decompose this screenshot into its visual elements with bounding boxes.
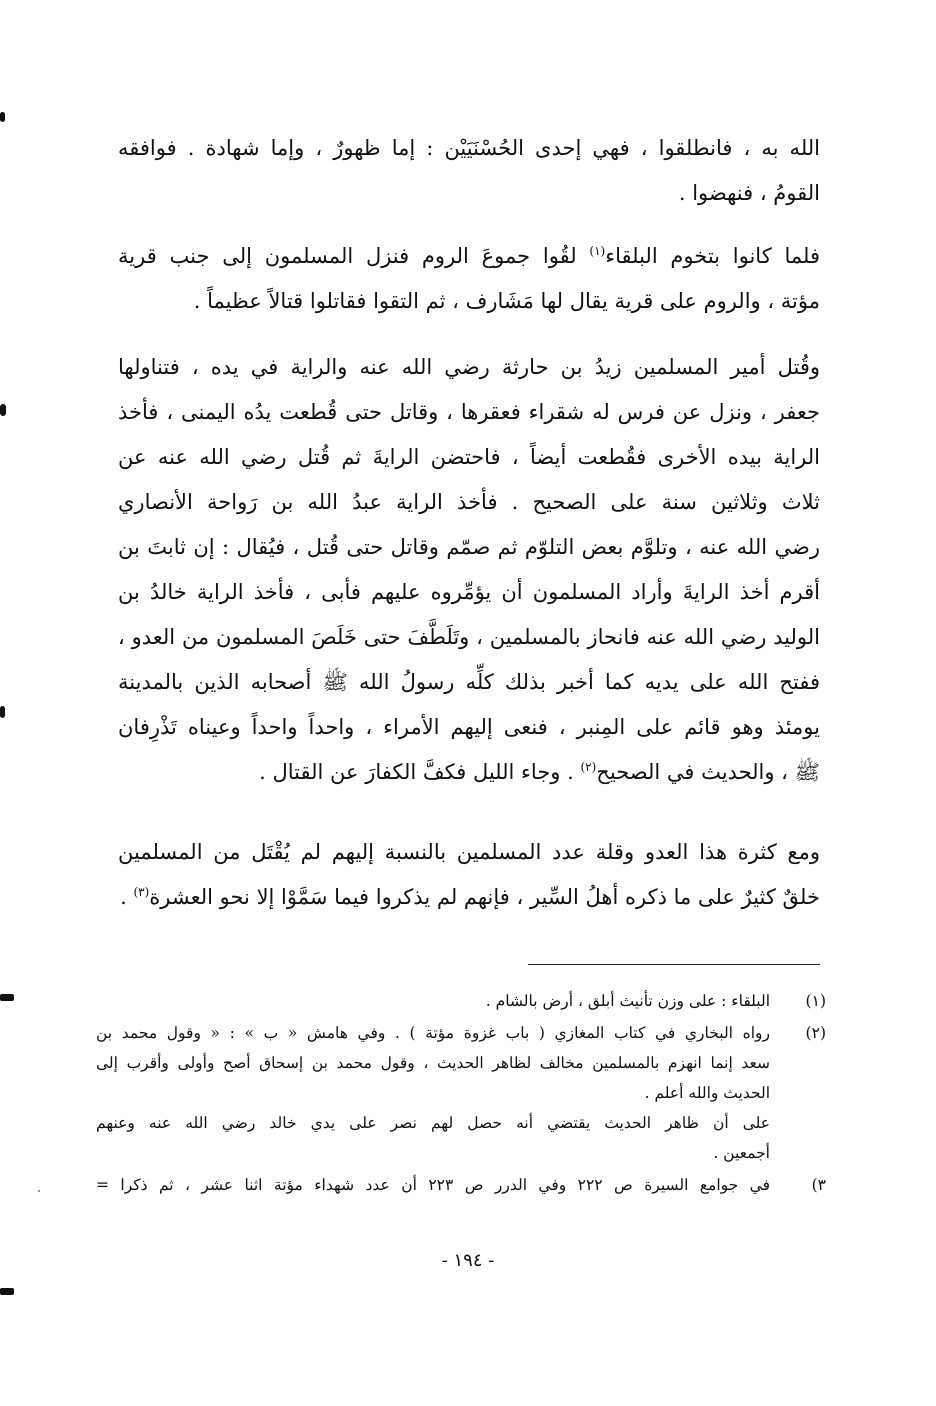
- text-line: ومع كثرة هذا العدو وقلة عدد المسلمين بالنسبة إليهم لم يُقْتَل من المسلمين: [118, 840, 820, 864]
- text-line: رضي الله عنه ، وتلوَّم بعض التلوّم ثم صمّم وقاتل حتى قُتل ، فيُقال : إن ثابتَ بن: [118, 535, 820, 559]
- paragraph-3: [118, 345, 820, 795]
- text-segment: . وجاء الليل فكفَّ الكفارَ عن القتال .: [259, 760, 581, 784]
- footnote-1: [96, 986, 826, 1016]
- footnote-separator: [528, 964, 820, 965]
- text-line: [118, 875, 820, 920]
- text-line: الراية بيده الأخرى فقُطعت أيضاً ، فاحتضن الرايةَ ثم قُتل رضي الله عنه عن: [118, 445, 820, 469]
- text-line: [118, 750, 820, 795]
- footnote-ref-2: (٢): [580, 760, 597, 774]
- footnote-line: رواه البخاري في كتاب المغازي ( باب غزوة مؤتة ) . وفي هامش « ب » : « وقول محمد بن: [96, 1024, 770, 1042]
- text-line: ففتح الله على يديه كما أخبر بذلك كلِّه رسولُ الله ﷺ أصحابه الذين بالمدينة: [118, 670, 820, 694]
- paragraph-1: [118, 126, 820, 216]
- scan-speck: [38, 1190, 40, 1192]
- footnote-line: سعد إنما انهزم بالمسلمين مخالف لظاهر الحديث ، وقول محمد بن إسحاق أصح وأولى وأقرب إلى: [96, 1054, 770, 1072]
- text-line: القومُ ، فنهضوا .: [678, 181, 820, 205]
- footnote-line: أجمعين .: [713, 1144, 770, 1162]
- text-segment: .: [120, 885, 134, 909]
- footnote-number: (٢): [805, 1024, 826, 1042]
- footnote-line: على أن ظاهر الحديث يقتضي أنه حصل لهم نصر على يدي خالد رضي الله عنه وعنهم: [96, 1114, 770, 1132]
- text-segment: فلما كانوا بتخوم البلقاء: [605, 244, 820, 268]
- paragraph-4: [118, 830, 820, 920]
- footnote-line: الحديث والله أعلم .: [644, 1084, 770, 1102]
- scan-mark: [0, 404, 6, 416]
- paragraph-2: [118, 234, 820, 324]
- footnote-ref-3: (٣): [133, 885, 150, 899]
- scan-mark: [0, 1288, 14, 1295]
- footnote-number: ٣): [811, 1176, 826, 1194]
- text-line: مؤتة ، والروم على قرية يقال لها مَشَارف ، ثم التقوا فقاتلوا قتالاً عظيماً .: [193, 289, 820, 313]
- scan-mark: [0, 706, 5, 718]
- page-number: - ١٩٤ -: [441, 1250, 495, 1271]
- scan-mark: [0, 112, 5, 122]
- text-line: وقُتل أمير المسلمين زيدُ بن حارثة رضي الله عنه والراية في يده ، فتناولها: [118, 355, 820, 379]
- footnote-2: [96, 1018, 826, 1168]
- scan-mark: [0, 994, 14, 1001]
- footnotes: [96, 986, 826, 1202]
- footnote-number: (١): [805, 992, 826, 1010]
- footnote-ref-1: (١): [589, 244, 606, 258]
- text-line: الوليد رضي الله عنه فانحاز بالمسلمين ، وتَلَطَّفَ حتى خَلَصَ المسلمون من العدو ،: [118, 625, 820, 649]
- text-line: [118, 234, 820, 279]
- text-line: جعفر ، ونزل عن فرس له شقراء فعقرها ، وقاتل حتى قُطعت يدُه اليمنى ، فأخذ: [118, 400, 820, 424]
- text-line: يومئذ وهو قائم على المِنبر ، فنعى إليهم الأمراء ، واحداً واحداً وعيناه تَذْرِفان: [118, 715, 820, 739]
- footnote-line: في جوامع السيرة ص ٢٢٢ وفي الدرر ص ٢٢٣ أن عدد شهداء مؤتة اثنا عشر ، ثم ذكرا =: [96, 1176, 770, 1194]
- text-line: الله به ، فانطلقوا ، فهي إحدى الحُسْنَيَيْن : إما ظهورٌ ، وإما شهادة . فوافقه: [118, 136, 820, 160]
- text-segment: ﷺ ، والحديث في الصحيح: [596, 760, 820, 784]
- text-segment: خلقٌ كثيرٌ على ما ذكره أهلُ السِّير ، فإنهم لم يذكروا فيما سَمَّوْا إلا نحو العشرة: [149, 885, 820, 909]
- text-segment: لقُوا جموعَ الروم فنزل المسلمون إلى جنب قرية: [118, 244, 590, 268]
- text-line: ثلاث وثلاثين سنة على الصحيح . فأخذ الراية عبدُ الله بن رَواحة الأنصاري: [118, 490, 820, 514]
- footnote-3: [96, 1170, 826, 1200]
- footnote-line: البلقاء : على وزن تأنيث أبلق ، أرض بالشام .: [485, 992, 770, 1010]
- text-line: أقرم أخذ الرايةَ وأراد المسلمون أن يؤمِّروه عليهم فأبى ، فأخذ الراية خالدُ بن: [118, 580, 820, 604]
